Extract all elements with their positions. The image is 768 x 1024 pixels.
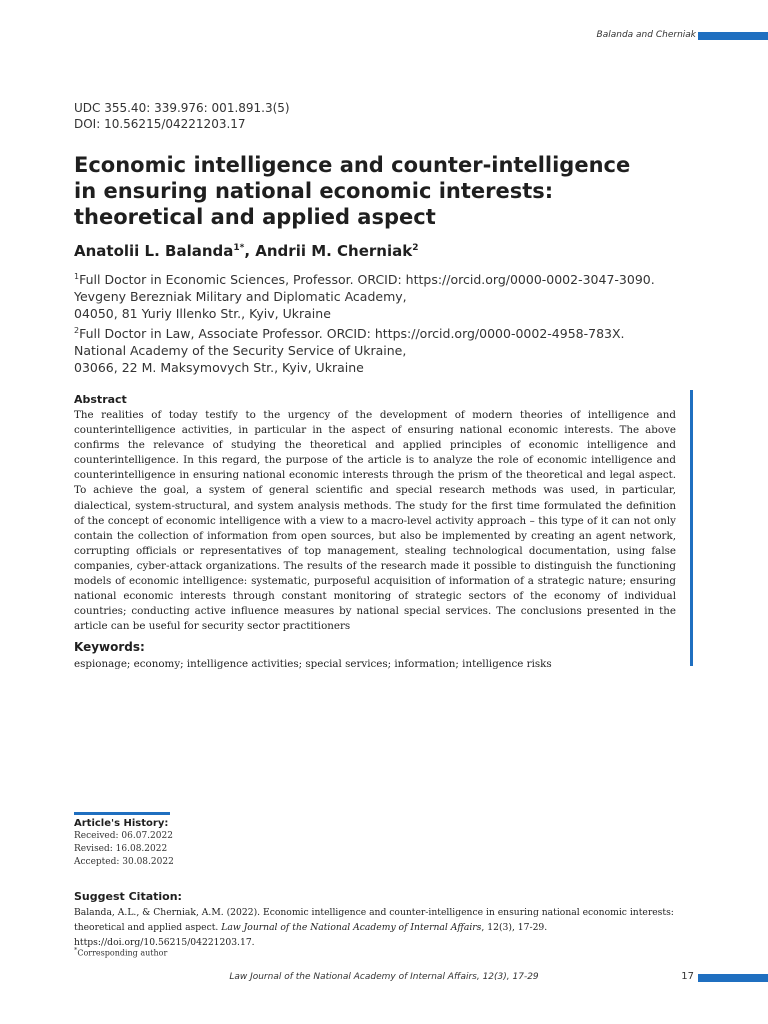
doi: DOI: 10.56215/04221203.17 bbox=[74, 117, 246, 131]
footnote-text: Corresponding author bbox=[77, 948, 168, 958]
keywords-heading: Keywords: bbox=[74, 640, 145, 654]
abstract-side-rule bbox=[690, 390, 693, 666]
affiliation-2-line-1: Full Doctor in Law, Associate Professor. ORCID: https://orcid.org/0000-0002-4958-783X. bbox=[79, 326, 625, 342]
author-separator: , bbox=[244, 242, 256, 260]
affiliation-1-line-2: Yevgeny Berezniak Military and Diplomatic Academy, bbox=[74, 289, 407, 305]
affiliation-2-line-3: 03066, 22 M. Maksymovych Str., Kyiv, Ukraine bbox=[74, 360, 364, 376]
citation-heading: Suggest Citation: bbox=[74, 890, 182, 903]
accepted-date: Accepted: 30.08.2022 bbox=[74, 857, 174, 867]
article-title bbox=[74, 152, 694, 230]
citation-journal: Law Journal of the National Academy of Internal Affairs bbox=[221, 922, 482, 933]
udc-code: UDC 355.40: 339.976: 001.891.3(5) bbox=[74, 101, 290, 115]
footer-journal: Law Journal of the National Academy of Internal Affairs, 12(3), 17-29 bbox=[229, 972, 539, 982]
title-line-2: in ensuring national economic interests: bbox=[74, 179, 554, 203]
affiliation-2 bbox=[74, 322, 625, 376]
running-head: Balanda and Cherniak bbox=[596, 30, 696, 40]
affiliation-1 bbox=[74, 268, 655, 322]
affiliation-2-mark: 2 bbox=[74, 326, 80, 335]
affiliation-1-line-3: 04050, 81 Yuriy Illenko Str., Kyiv, Ukraine bbox=[74, 306, 331, 322]
author-1-name: Anatolii L. Balanda bbox=[74, 242, 234, 260]
citation-text bbox=[74, 905, 698, 950]
author-2-name: Andrii M. Cherniak bbox=[255, 242, 413, 260]
header-accent-bar bbox=[698, 32, 768, 40]
affiliation-1-line-1: Full Doctor in Economic Sciences, Professor. ORCID: https://orcid.org/0000-0002-3047-3090. bbox=[79, 272, 655, 288]
history-accent-bar bbox=[74, 812, 170, 815]
author-list bbox=[74, 242, 418, 260]
author-2-mark: 2 bbox=[412, 243, 419, 253]
citation-part-2: , 12(3), 17-29. https://doi.org/10.56215/04221203.17. bbox=[74, 922, 548, 948]
article-identifiers bbox=[74, 100, 290, 132]
author-1-mark: 1* bbox=[233, 243, 245, 253]
footer-accent-bar bbox=[698, 974, 768, 982]
footnote-mark: * bbox=[74, 946, 78, 954]
citation-part-1: Balanda, A.L., & Cherniak, A.M. (2022). Economic intelligence and counter-intelligence in ensuring national economic interests: theoretical and applied aspect. bbox=[74, 907, 674, 933]
keywords-text: espionage; economy; intelligence activities; special services; information; intelligence risks bbox=[74, 658, 552, 670]
affiliation-1-mark: 1 bbox=[74, 272, 80, 281]
received-date: Received: 06.07.2022 bbox=[74, 831, 173, 841]
title-line-3: theoretical and applied aspect bbox=[74, 205, 436, 229]
revised-date: Revised: 16.08.2022 bbox=[74, 844, 168, 854]
abstract-text: The realities of today testify to the urgency of the development of modern theories of intelligence and counterintelligence activities, in particular in the aspect of ensuring national economic interests. The above confirms the relevance of studying the theoretical and applied principles of economic intelligence and counterintelligence. In this regard, the purpose of the article is to analyze the role of economic intelligence and counterintelligence in ensuring national economic interests through the prism of the theoretical and legal aspect. To achieve the goal, a system of general scientific and special research methods was used, in particular, dialectical, system-structural, and system analysis methods. The study for the first time formulated the definition of the concept of economic intelligence with a view to a macro-level activity approach – this type of it can not only contain the collection of information from open sources, but also be implemented by creating an agent network, corrupting officials or representatives of top management, stealing technological documentation, using false companies, cyber-attack organizations. The results of the research made it possible to distinguish the functioning models of economic intelligence: systematic, purposeful acquisition of information of a strategic nature; ensuring national economic interests through constant monitoring of strategic sectors of the economy of individual countries; conducting active influence measures by national special services. The conclusions presented in the article can be useful for security sector practitioners bbox=[74, 409, 676, 633]
page-number: 17 bbox=[681, 971, 694, 982]
abstract-heading: Abstract bbox=[74, 393, 127, 406]
title-line-1: Economic intelligence and counter-intelligence bbox=[74, 153, 631, 177]
affiliation-2-line-2: National Academy of the Security Service of Ukraine, bbox=[74, 343, 407, 359]
history-heading: Article's History: bbox=[74, 818, 169, 829]
corresponding-author-note bbox=[74, 946, 167, 958]
